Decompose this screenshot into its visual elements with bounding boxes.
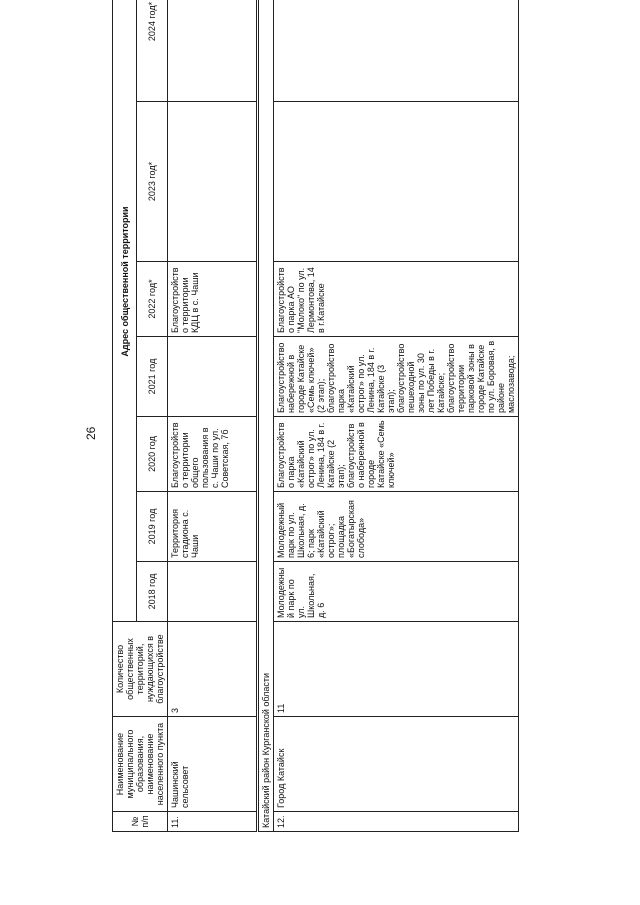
cell-2020: Благоустройство парка «Катайский острог» по ул. Ленина, 184 в г. Катайске (2 этап); благоустройство набережной в городе Катайске «Семь ключей» [274,417,519,492]
cell-2020: Благоустройство территории общего пользования в с. Чаши по ул. Советская, 7б [168,417,258,492]
row-name: Город Катайск [274,717,519,812]
row-count: 3 [168,622,258,717]
table-row [274,0,519,832]
cell-2021: Благоустройство набережной в городе Катайске «Семь ключей» (2 этап); благоустройство парка «Катайский острог» по ул. Ленина, 184 в г. Катайске (3 этап); благоустройство пешеходной зоны по ул. 30 лет Победы в г. Катайске; благоустройство территории парковой зоны в городе Катайске по ул. Боровая, в районе маслозавода; [274,337,519,417]
header-year-2019: 2019 год [137,492,168,562]
row-num: 12. [274,812,519,832]
cell-2024 [274,0,519,102]
header-count: Количество общественных территорий, нуждающихся в благоустройстве [113,622,168,717]
header-name: Наименование муниципального образования, наименование населенного пункта [113,717,168,812]
header-num: № п/п [113,812,168,832]
page-number: 26 [84,426,98,440]
cell-2018 [168,562,258,622]
header-year-2023: 2023 год* [137,102,168,262]
row-num: 11. [168,812,258,832]
landscape-sheet [112,1,637,832]
header-year-2024: 2024 год* [137,0,168,102]
cell-2022: Благоустройство парка АО "Молоко" по ул. Лермонтова, 14 в г.Катайске [274,262,519,337]
cell-2018: Молодежный парк по ул. Школьная, д. 6 [274,562,519,622]
cell-2022: Благоустройство территории КДЦ в с. Чаши [168,262,258,337]
table-row [168,0,258,832]
header-address-group: Адрес общественной территории [113,0,137,622]
cell-2021 [168,337,258,417]
section-title: Катайский район Курганской области [258,0,274,832]
cell-2023 [168,102,258,262]
header-year-2018: 2018 год [137,562,168,622]
row-name: Чашинский сельсовет [168,717,258,812]
public-territories-table [112,0,519,832]
section-row [258,0,274,832]
cell-2019: Молодежный парк по ул. Школьная, д. 6; парк «Катайский острог»; площадка «Богатырская слобода» [274,492,519,562]
cell-2024 [168,0,258,102]
header-year-2021: 2021 год [137,337,168,417]
cell-2019: Территория стадиона с. Чаши [168,492,258,562]
cell-2023 [274,102,519,262]
row-count: 11 [274,622,519,717]
header-year-2022: 2022 год* [137,262,168,337]
header-year-2020: 2020 год [137,417,168,492]
